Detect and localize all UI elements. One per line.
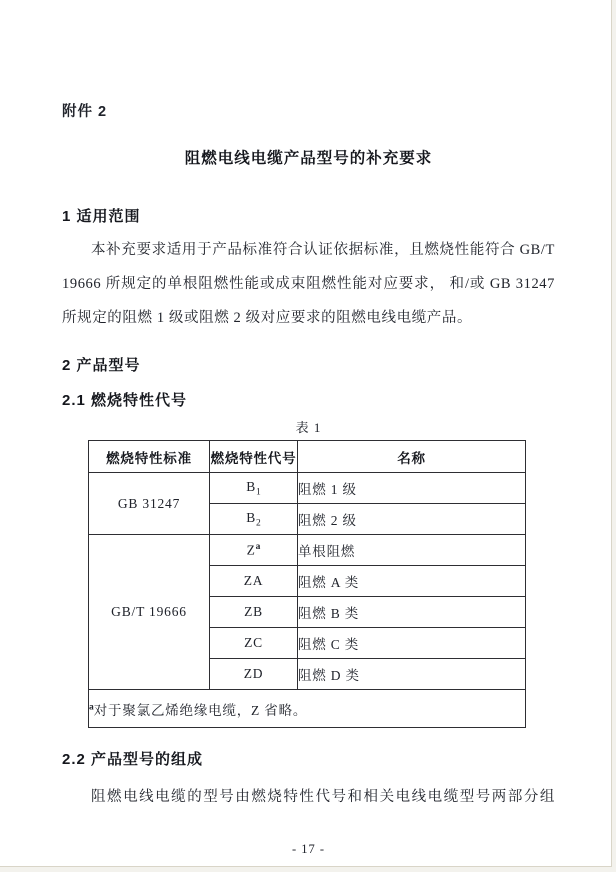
table-1 [88, 440, 526, 728]
header-name: 名称 [298, 441, 526, 473]
attachment-label: 附件 2 [62, 104, 108, 120]
table-1-caption: 表 1 [295, 420, 322, 435]
name-cell: 阻燃 2 级 [298, 504, 526, 535]
code-base: B [246, 509, 257, 525]
table-footnote [89, 690, 526, 728]
code-cell-zb: ZB [210, 597, 298, 628]
code-subscript: 1 [256, 487, 261, 498]
section-1-heading: 1 适用范围 [62, 208, 141, 225]
code-base: Z [246, 542, 256, 558]
document-title: 阻燃电线电缆产品型号的补充要求 [184, 150, 433, 167]
page-content [0, 102, 611, 858]
footnote-superscript: a [89, 702, 94, 712]
name-cell: 阻燃 D 类 [298, 659, 526, 690]
standard-cell-gbt19666: GB/T 19666 [89, 535, 210, 690]
page-number: - 17 - [291, 842, 326, 856]
section-2-1-heading: 2.1 燃烧特性代号 [62, 392, 188, 409]
section-2-heading: 2 产品型号 [62, 357, 141, 374]
section-2-2-paragraph: 阻燃电线电缆的型号由燃烧特性代号和相关电线电缆型号两部分组 [91, 789, 555, 805]
code-cell-z [210, 535, 298, 566]
code-cell-b2 [210, 504, 298, 535]
name-cell: 单根阻燃 [298, 535, 526, 566]
code-cell-zd: ZD [210, 659, 298, 690]
name-cell: 阻燃 B 类 [298, 597, 526, 628]
code-cell-zc: ZC [210, 628, 298, 659]
table-header-row [89, 441, 526, 473]
section-2-2-heading: 2.2 产品型号的组成 [62, 751, 204, 768]
table-footnote-row [89, 690, 526, 728]
code-base: B [246, 478, 257, 494]
code-superscript: a [255, 541, 261, 552]
name-cell: 阻燃 C 类 [298, 628, 526, 659]
table-row [89, 473, 526, 504]
header-standard: 燃烧特性标准 [89, 441, 210, 473]
section-1-paragraph: 本补充要求适用于产品标准符合认证依据标准，且燃烧性能符合 GB/T 19666 所规定的单根阻燃性能或成束阻燃性能对应要求， 和/或 GB 31247 所规定的阻燃 1 级或阻燃 2 级对应要求的阻燃电线电缆产品。 [62, 242, 555, 326]
footnote-text: 对于聚氯乙烯绝缘电缆，Z 省略。 [93, 702, 308, 718]
header-code: 燃烧特性代号 [210, 441, 298, 473]
name-cell: 阻燃 1 级 [298, 473, 526, 504]
code-cell-za: ZA [210, 566, 298, 597]
name-cell: 阻燃 A 类 [298, 566, 526, 597]
code-subscript: 2 [256, 518, 261, 529]
code-cell-b1 [210, 473, 298, 504]
table-row [89, 535, 526, 566]
standard-cell-gb31247: GB 31247 [89, 473, 210, 535]
